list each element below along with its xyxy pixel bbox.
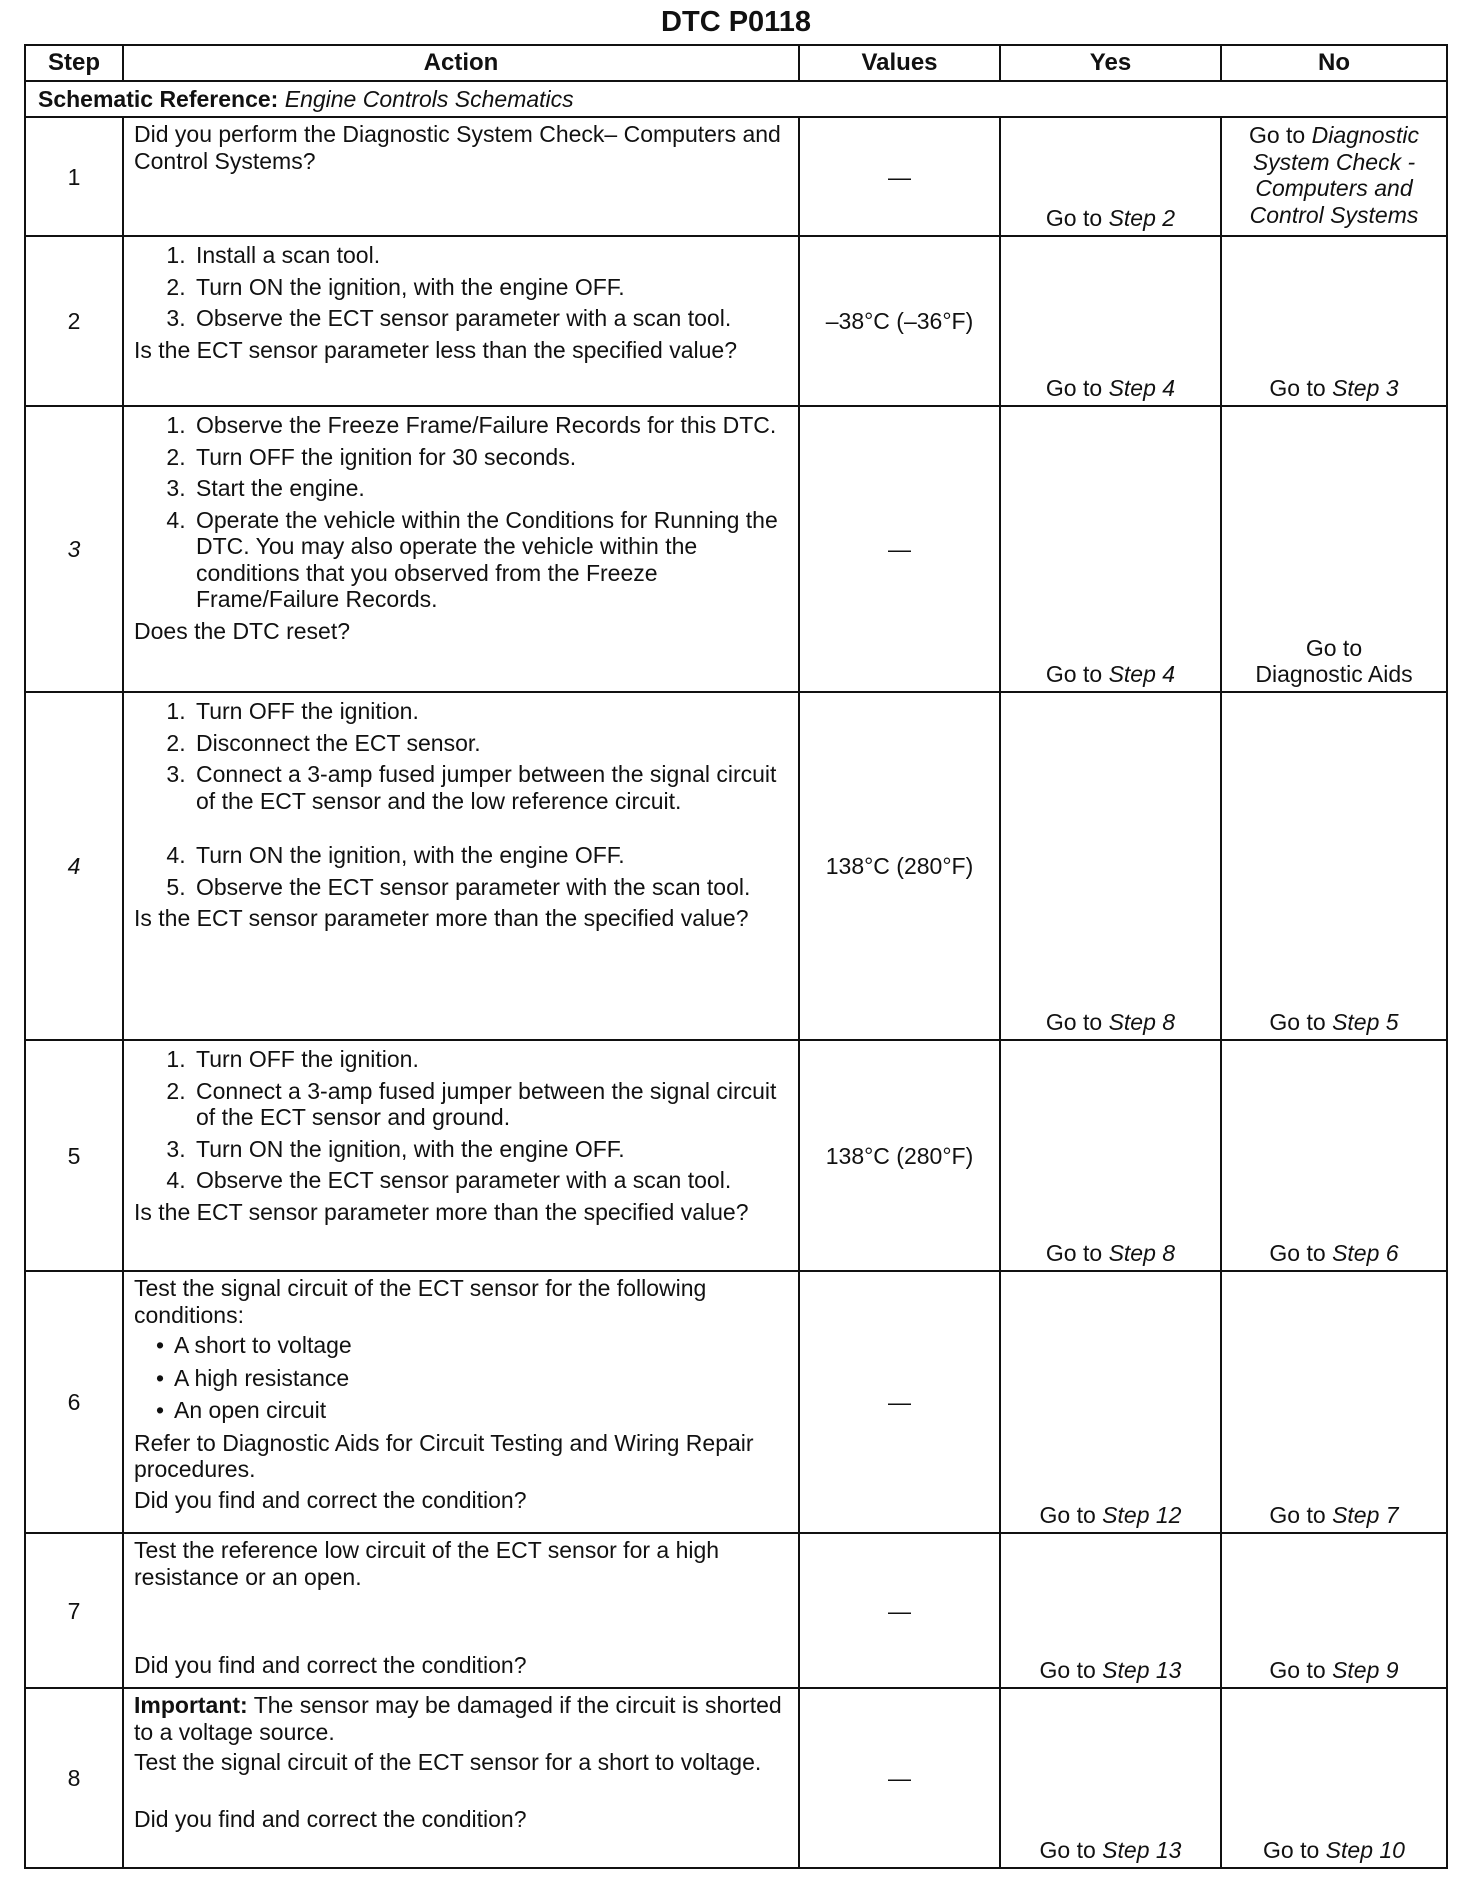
action-text: Did you perform the Diagnostic System Check– Computers and Control Systems? bbox=[134, 121, 781, 174]
schematic-reference bbox=[25, 81, 1447, 117]
yes-step-link[interactable]: Step 4 bbox=[1108, 375, 1176, 401]
action-cell bbox=[123, 1271, 799, 1533]
schematic-label: Schematic Reference: bbox=[38, 86, 279, 112]
action-step: 2. Disconnect the ECT sensor. bbox=[192, 730, 788, 756]
action-text: Test the signal circuit of the ECT sensor for a short to voltage. bbox=[134, 1749, 762, 1776]
action-step: 3. Observe the ECT sensor parameter with a scan tool. bbox=[192, 305, 788, 331]
yes-prefix: Go to bbox=[1039, 1657, 1096, 1683]
no-step-link[interactable]: Step 5 bbox=[1332, 1009, 1399, 1035]
step-number: 8 bbox=[25, 1688, 123, 1868]
table-row bbox=[25, 1688, 1447, 1868]
action-step: 2. Turn ON the ignition, with the engine OFF. bbox=[192, 274, 788, 300]
no-step-link[interactable]: Diagnostic System Check - Computers and Control Systems bbox=[1249, 122, 1420, 228]
header-step: Step bbox=[25, 45, 123, 81]
action-question: Is the ECT sensor parameter more than the specified value? bbox=[134, 1198, 749, 1225]
no-prefix: Go to bbox=[1269, 1657, 1326, 1683]
schematic-link[interactable]: Engine Controls Schematics bbox=[284, 86, 574, 112]
header-row bbox=[25, 45, 1447, 81]
action-cell bbox=[123, 1533, 799, 1688]
header-values: Values bbox=[799, 45, 1000, 81]
action-question: Did you find and correct the condition? bbox=[134, 1805, 527, 1832]
no-cell bbox=[1221, 406, 1447, 692]
action-question: Did you find and correct the condition? bbox=[134, 1486, 527, 1513]
table-row bbox=[25, 692, 1447, 1040]
action-step: 5. Observe the ECT sensor parameter with the scan tool. bbox=[192, 874, 788, 900]
yes-step-link[interactable]: Step 2 bbox=[1108, 205, 1176, 231]
yes-cell bbox=[1000, 692, 1221, 1040]
important-note bbox=[134, 1692, 788, 1745]
yes-cell bbox=[1000, 117, 1221, 236]
action-step: 4. Turn ON the ignition, with the engine OFF. bbox=[192, 842, 788, 868]
action-question: Does the DTC reset? bbox=[134, 617, 351, 644]
step-number: 5 bbox=[25, 1040, 123, 1271]
action-cell bbox=[123, 117, 799, 236]
action-step: 3. Turn ON the ignition, with the engine OFF. bbox=[192, 1136, 788, 1162]
step-number: 6 bbox=[25, 1271, 123, 1533]
yes-step-link[interactable]: Step 13 bbox=[1102, 1657, 1182, 1683]
table-row bbox=[25, 1271, 1447, 1533]
action-question: Did you find and correct the condition? bbox=[134, 1652, 527, 1679]
no-prefix: Go to bbox=[1269, 1502, 1326, 1528]
action-step: 1. Observe the Freeze Frame/Failure Records for this DTC. bbox=[192, 412, 788, 438]
yes-step-link[interactable]: Step 12 bbox=[1102, 1502, 1182, 1528]
action-question: Is the ECT sensor parameter less than the specified value? bbox=[134, 336, 738, 363]
yes-step-link[interactable]: Step 8 bbox=[1108, 1009, 1176, 1035]
action-step: 1. Install a scan tool. bbox=[192, 242, 788, 268]
action-step: 4. Operate the vehicle within the Conditions for Running the DTC. You may also operate the vehicle within the conditions that you observed from the Freeze Frame/Failure Records. bbox=[192, 507, 788, 613]
action-text: Test the reference low circuit of the ECT sensor for a high resistance or an open. bbox=[134, 1537, 720, 1590]
action-step: 3. Connect a 3-amp fused jumper between the signal circuit of the ECT sensor and the low reference circuit. bbox=[192, 761, 788, 814]
value-cell: 138°C (280°F) bbox=[799, 1040, 1000, 1271]
no-step-link[interactable]: Step 3 bbox=[1332, 375, 1399, 401]
step-number: 7 bbox=[25, 1533, 123, 1688]
yes-cell bbox=[1000, 406, 1221, 692]
list-item: • An open circuit bbox=[174, 1397, 788, 1423]
no-prefix: Go to bbox=[1269, 1009, 1326, 1035]
no-step-link[interactable]: Diagnostic Aids bbox=[1255, 661, 1413, 687]
table-row bbox=[25, 1040, 1447, 1271]
value-cell: — bbox=[799, 1271, 1000, 1533]
action-cell bbox=[123, 1040, 799, 1271]
header-yes: Yes bbox=[1000, 45, 1221, 81]
table-row bbox=[25, 1533, 1447, 1688]
yes-prefix: Go to bbox=[1045, 375, 1103, 401]
step-number: 1 bbox=[25, 117, 123, 236]
no-prefix: Go to bbox=[1263, 1837, 1320, 1863]
no-step-link[interactable]: Step 9 bbox=[1332, 1657, 1399, 1683]
no-cell bbox=[1221, 117, 1447, 236]
value-cell: — bbox=[799, 1688, 1000, 1868]
important-text: The sensor may be damaged if the circuit is shorted to a voltage source. bbox=[134, 1692, 782, 1745]
list-item: • A high resistance bbox=[174, 1365, 788, 1391]
no-cell bbox=[1221, 1688, 1447, 1868]
action-steps bbox=[134, 698, 788, 900]
action-cell bbox=[123, 692, 799, 1040]
no-prefix: Go to bbox=[1248, 122, 1306, 149]
value-cell: 138°C (280°F) bbox=[799, 692, 1000, 1040]
action-step: 1. Turn OFF the ignition. bbox=[192, 1046, 788, 1072]
important-label: Important: bbox=[134, 1692, 248, 1719]
action-step: 4. Observe the ECT sensor parameter with a scan tool. bbox=[192, 1167, 788, 1193]
action-steps bbox=[134, 412, 788, 612]
value-cell: — bbox=[799, 117, 1000, 236]
value-cell: — bbox=[799, 406, 1000, 692]
action-step: 3. Start the engine. bbox=[192, 475, 788, 501]
page-title: DTC P0118 bbox=[661, 6, 811, 38]
yes-step-link[interactable]: Step 8 bbox=[1108, 1240, 1176, 1266]
no-cell bbox=[1221, 1271, 1447, 1533]
no-cell bbox=[1221, 236, 1447, 406]
action-cell bbox=[123, 1688, 799, 1868]
action-step: 1. Turn OFF the ignition. bbox=[192, 698, 788, 724]
condition-list bbox=[134, 1332, 788, 1423]
header-no: No bbox=[1221, 45, 1447, 81]
no-cell bbox=[1221, 692, 1447, 1040]
yes-prefix: Go to bbox=[1039, 1837, 1096, 1863]
yes-step-link[interactable]: Step 13 bbox=[1102, 1837, 1182, 1863]
table-row bbox=[25, 236, 1447, 406]
yes-prefix: Go to bbox=[1045, 1009, 1103, 1035]
list-item: • A short to voltage bbox=[174, 1332, 788, 1358]
action-text: Test the signal circuit of the ECT sensor for the following conditions: bbox=[134, 1275, 707, 1328]
header-action: Action bbox=[123, 45, 799, 81]
yes-cell bbox=[1000, 1688, 1221, 1868]
action-step: 2. Connect a 3-amp fused jumper between the signal circuit of the ECT sensor and ground. bbox=[192, 1078, 788, 1131]
action-steps bbox=[134, 1046, 788, 1193]
action-question: Is the ECT sensor parameter more than the specified value? bbox=[134, 905, 749, 932]
action-cell bbox=[123, 406, 799, 692]
value-cell: –38°C (–36°F) bbox=[799, 236, 1000, 406]
yes-cell bbox=[1000, 1271, 1221, 1533]
no-step-link[interactable]: Step 10 bbox=[1325, 1837, 1405, 1863]
yes-cell bbox=[1000, 1040, 1221, 1271]
yes-prefix: Go to bbox=[1045, 1240, 1103, 1266]
yes-prefix: Go to bbox=[1039, 1502, 1096, 1528]
action-refer: Refer to Diagnostic Aids for Circuit Testing and Wiring Repair procedures. bbox=[134, 1429, 754, 1483]
action-cell bbox=[123, 236, 799, 406]
step-number: 2 bbox=[25, 236, 123, 406]
yes-cell bbox=[1000, 1533, 1221, 1688]
no-cell bbox=[1221, 1040, 1447, 1271]
dtc-table bbox=[24, 44, 1448, 1869]
action-step: 2. Turn OFF the ignition for 30 seconds. bbox=[192, 444, 788, 470]
no-prefix: Go to bbox=[1269, 375, 1326, 401]
yes-prefix: Go to bbox=[1045, 205, 1103, 231]
no-step-link[interactable]: Step 7 bbox=[1332, 1502, 1399, 1528]
no-cell bbox=[1221, 1533, 1447, 1688]
step-number: 3 bbox=[25, 406, 123, 692]
step-number: 4 bbox=[25, 692, 123, 1040]
yes-step-link[interactable]: Step 4 bbox=[1108, 661, 1176, 687]
schematic-row bbox=[25, 81, 1447, 117]
no-step-link[interactable]: Step 6 bbox=[1332, 1240, 1399, 1266]
no-prefix: Go to bbox=[1305, 634, 1363, 661]
table-row bbox=[25, 406, 1447, 692]
value-cell: — bbox=[799, 1533, 1000, 1688]
no-prefix: Go to bbox=[1269, 1240, 1326, 1266]
action-steps bbox=[134, 242, 788, 331]
yes-cell bbox=[1000, 236, 1221, 406]
yes-prefix: Go to bbox=[1045, 661, 1103, 687]
table-row bbox=[25, 117, 1447, 236]
